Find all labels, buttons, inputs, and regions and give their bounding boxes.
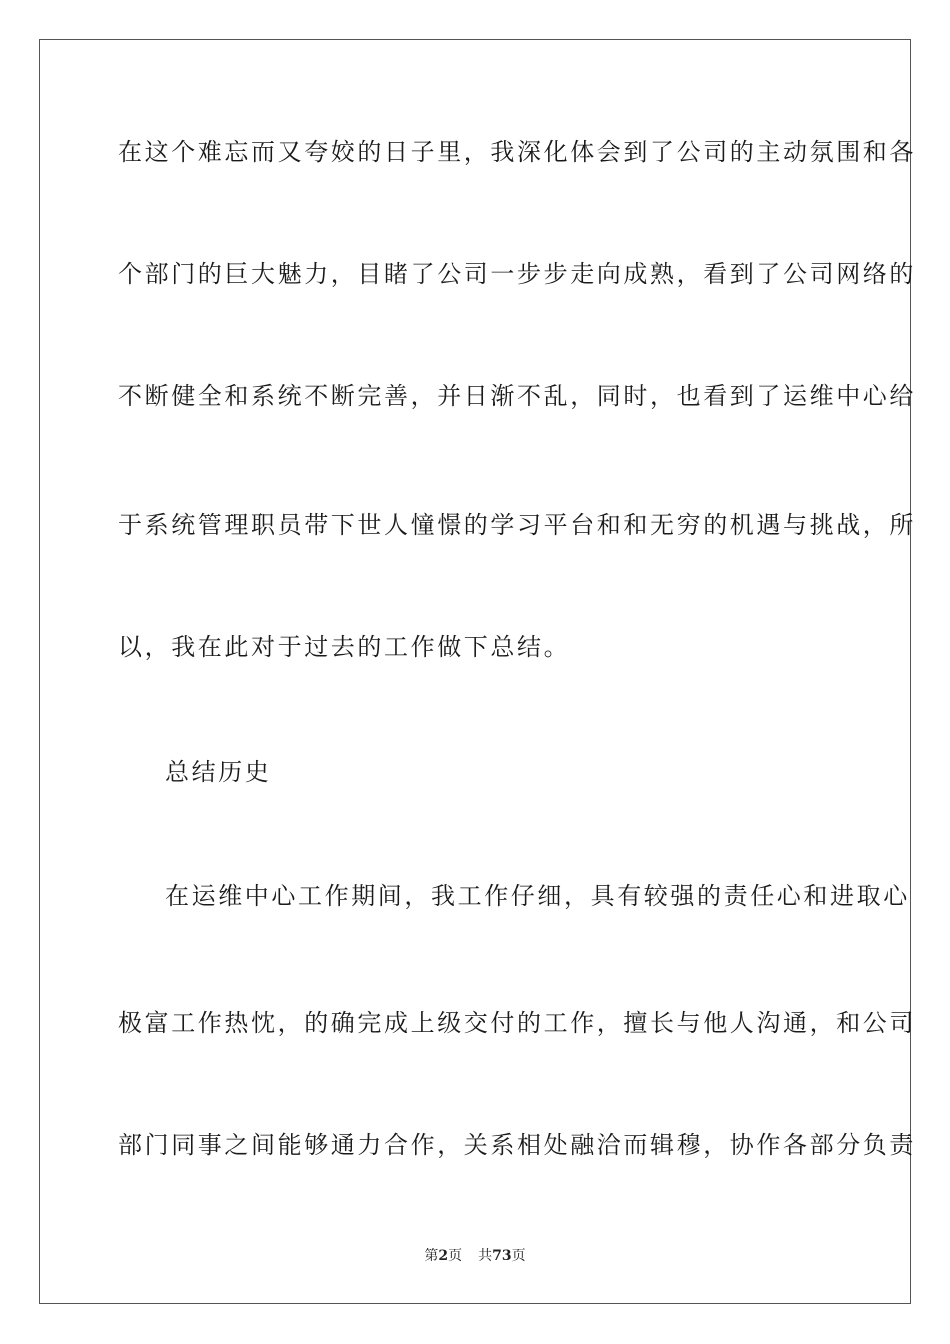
section-heading: 总结历史 xyxy=(165,758,272,786)
page-suffix: 页 xyxy=(448,1248,463,1264)
total-prefix: 共 xyxy=(478,1248,493,1264)
paragraph-line: 极富工作热忱，的确完成上级交付的工作，擅长与他人沟通，和公司 xyxy=(118,1009,916,1037)
total-suffix: 页 xyxy=(511,1248,526,1264)
paragraph-line: 以，我在此对于过去的工作做下总结。 xyxy=(118,633,571,661)
page-border xyxy=(39,39,916,1304)
paragraph-line: 在运维中心工作期间，我工作仔细，具有较强的责任心和进取心 xyxy=(165,882,910,910)
paragraph-line: 个部门的巨大魅力，目睹了公司一步步走向成熟，看到了公司网络的 xyxy=(118,260,916,288)
paragraph-line: 部门同事之间能够通力合作，关系相处融洽而辑穆，协作各部分负责 xyxy=(118,1131,916,1159)
page-footer xyxy=(0,1247,950,1265)
paragraph-line: 在这个难忘而又夸姣的日子里，我深化体会到了公司的主动氛围和各 xyxy=(118,138,916,166)
paragraph-line: 不断健全和系统不断完善，并日渐不乱，同时，也看到了运维中心给 xyxy=(118,382,916,410)
page-number: 2 xyxy=(438,1248,449,1264)
total-pages: 73 xyxy=(492,1248,512,1264)
page-prefix: 第 xyxy=(424,1248,439,1264)
paragraph-line: 于系统管理职员带下世人憧憬的学习平台和和无穷的机遇与挑战，所 xyxy=(118,511,916,539)
